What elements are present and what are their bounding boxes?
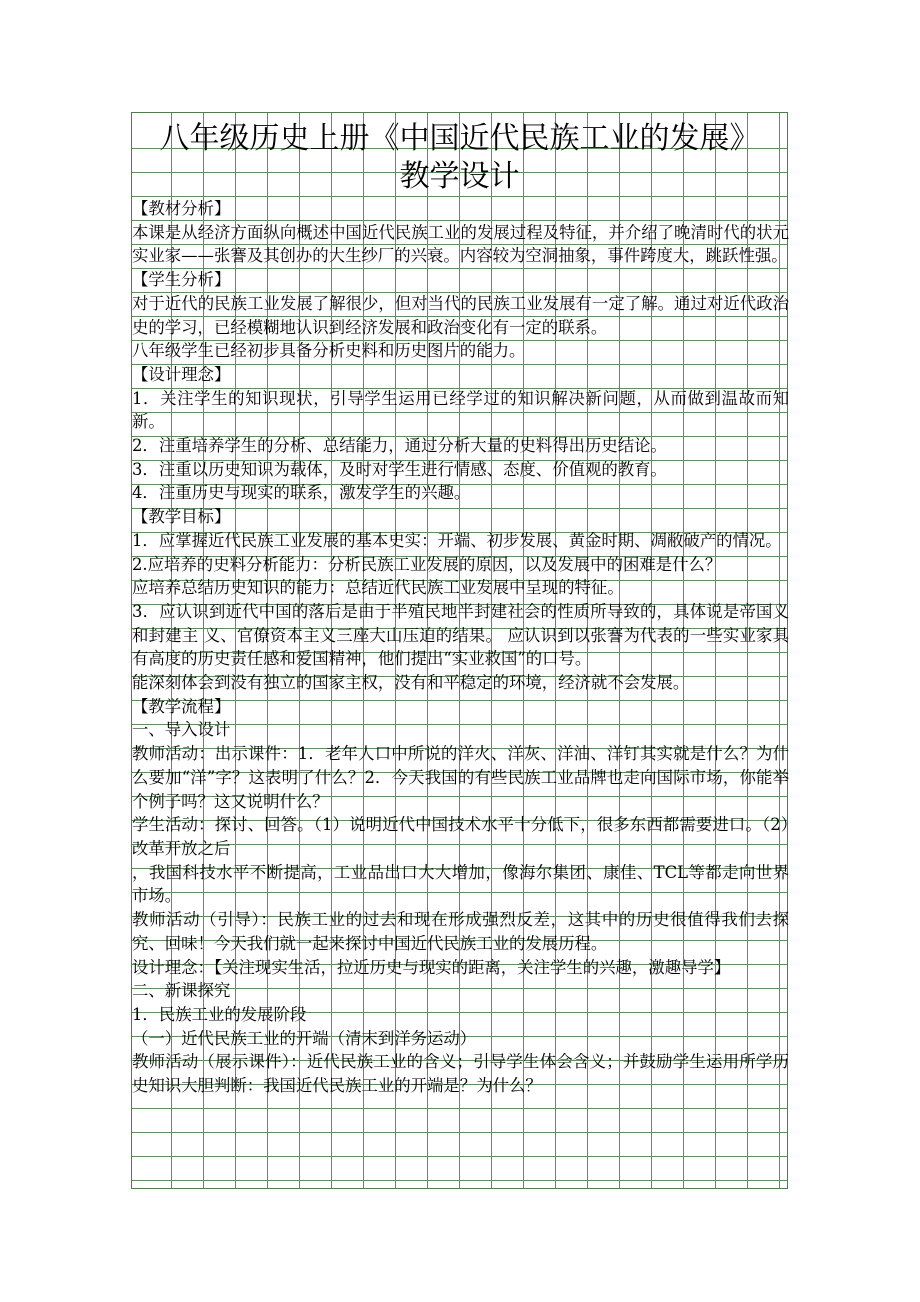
document-body (132, 197, 789, 1098)
paragraph: 教师活动：出示课件：1．老年人口中所说的洋火、洋灰、洋油、洋钉其实就是什么？为什么要加“洋”字？这表明了什么？2．今天我国的有些民族工业品牌也走向国际市场，你能举个例子吗？这又说明什么？ (132, 744, 789, 811)
paragraph: 本课是从经济方面纵向概述中国近代民族工业的发展过程及特征，并介绍了晚清时代的状元实业家——张謇及其创办的大生纱厂的兴衰。内容较为空洞抽象，事件跨度大，跳跃性强。 (132, 222, 789, 266)
section-heading: 【教材分析】 (132, 199, 231, 218)
subsection-heading: （一）近代民族工业的开端（清末到洋务运动） (132, 1028, 477, 1048)
paragraph: 学生活动：探讨、回答。（1）说明近代中国技术水平十分低下，很多东西都需要进口。（2）改革开放之后 (132, 815, 789, 858)
section-heading: 【教学目标】 (132, 507, 231, 527)
paragraph: 能深刻体会到没有独立的国家主权，没有和平稳定的环境，经济就不会发展。 (132, 673, 690, 693)
grid-sheet (131, 112, 788, 1189)
paragraph: 八年级学生已经初步具备分析史料和历史图片的能力。 (132, 341, 526, 361)
list-item: 1．应掌握近代民族工业发展的基本史实：开端、初步发展、黄金时期、凋敝破产的情况。 (132, 530, 782, 550)
list-item: 3．应认识到近代中国的落后是由于半殖民地半封建社会的性质所导致的，具体说是帝国义和封建主 义、官僚资本主义三座大山压迫的结果。 应认识到以张謇为代表的一些实业家具有高度的历史责任感和爱国精神，他们提出“实业救国”的口号。 (132, 601, 789, 669)
subsection-heading: 二、新课探究 (132, 981, 231, 1001)
list-item: 1．民族工业的发展阶段 (132, 1004, 307, 1024)
list-item: 3．注重以历史知识为载体，及时对学生进行情感、态度、价值观的教育。 (132, 459, 667, 479)
paragraph: ，我国科技水平不断提高，工业品出口大大增加，像海尔集团、康佳、TCL等都走向世界市场。 (132, 862, 789, 906)
list-item: 1．关注学生的知识现状，引导学生运用已经学过的知识解决新问题，从而做到温故而知新。 (132, 388, 789, 432)
paragraph: 教师活动（展示课件）：近代民族工业的含义；引导学生体会含义；并鼓励学生运用所学历史知识大胆判断：我国近代民族工业的开端是？为什么？ (132, 1052, 789, 1096)
paragraph: 设计理念：【关注现实生活，拉近历史与现实的距离，关注学生的兴趣，激趣导学】 (132, 957, 731, 977)
section-heading: 【设计理念】 (132, 364, 231, 384)
list-item: 2．注重培养学生的分析、总结能力，通过分析大量的史料得出历史结论。 (132, 436, 667, 456)
section-heading: 【教学流程】 (132, 696, 231, 716)
section-heading: 【学生分析】 (132, 270, 231, 290)
list-item: 4．注重历史与现实的联系，激发学生的兴趣。 (132, 483, 471, 503)
paragraph: 对于近代的民族工业发展了解很少，但对当代的民族工业发展有一定了解。通过对近代政治史的学习，已经模糊地认识到经济发展和政治变化有一定的联系。 (132, 293, 789, 337)
subsection-heading: 一、导入设计 (132, 720, 231, 740)
list-item: 2.应培养的史料分析能力：分析民族工业发展的原因，以及发展中的困难是什么？ (132, 554, 722, 574)
paragraph: 教师活动（引导）：民族工业的过去和现在形成强烈反差，这其中的历史很值得我们去探究、回味！今天我们就一起来探讨中国近代民族工业的发展历程。 (132, 910, 789, 953)
paragraph: 应培养总结历史知识的能力：总结近代民族工业发展中呈现的特征。 (132, 578, 624, 598)
document-subtitle: 教学设计 (399, 159, 520, 194)
document-title: 八年级历史上册《中国近代民族工业的发展》 (159, 121, 760, 156)
